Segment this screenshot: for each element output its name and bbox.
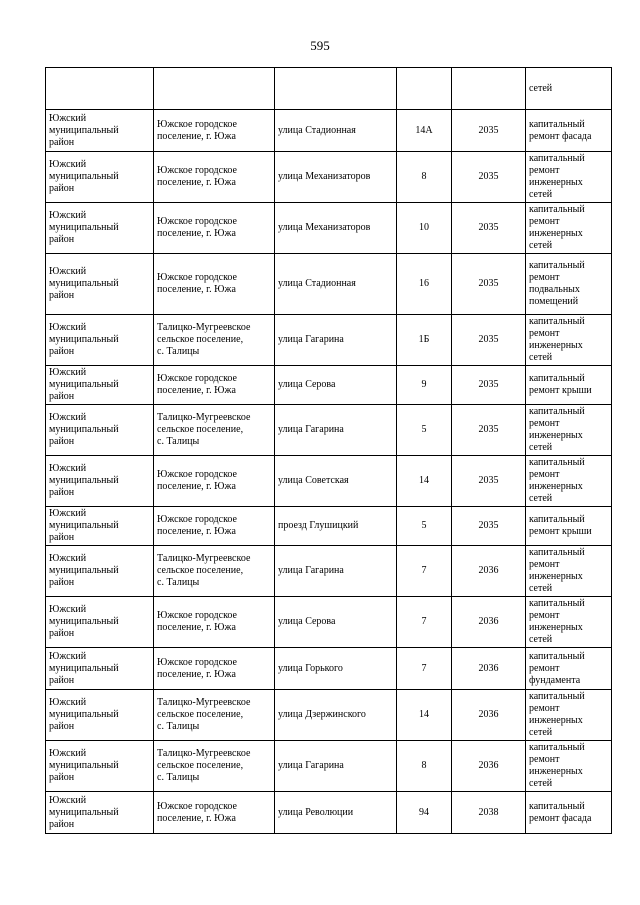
- settlement-cell: [154, 546, 275, 597]
- house-number-cell: [397, 203, 452, 254]
- table-body: [46, 68, 612, 834]
- district-cell-text: Южский муниципальный район: [49, 367, 119, 402]
- work-type-cell-text: капитальный ремонт крыши: [529, 373, 592, 396]
- year-cell: [452, 405, 526, 456]
- street-cell-text: улица Механизаторов: [278, 171, 371, 182]
- district-cell-text: Южский муниципальный район: [49, 604, 119, 639]
- district-cell-text: Южский муниципальный район: [49, 650, 119, 686]
- table-row: [46, 254, 612, 315]
- table-row: [46, 405, 612, 456]
- district-cell-text: Южский муниципальный район: [49, 266, 119, 301]
- district-cell: [46, 546, 154, 597]
- table-row: [46, 315, 612, 366]
- street-cell: [275, 597, 397, 648]
- settlement-cell: [154, 597, 275, 648]
- street-cell-text: проезд Глушицкий: [278, 520, 359, 531]
- street-cell: [275, 792, 397, 834]
- year-cell-text: 2035: [478, 424, 499, 435]
- work-type-cell: [526, 203, 612, 254]
- district-cell-text: Южский муниципальный район: [49, 412, 119, 447]
- street-cell-text: улица Серова: [278, 616, 336, 627]
- year-cell-text: 2035: [478, 124, 499, 136]
- district-cell: [46, 405, 154, 456]
- table-row: [46, 152, 612, 203]
- work-type-cell-text: капитальный ремонт инженерных сетей: [529, 547, 585, 594]
- work-type-cell-text: сетей: [529, 82, 553, 94]
- district-cell: [46, 110, 154, 152]
- table-row: [46, 110, 612, 152]
- street-cell: [275, 690, 397, 741]
- settlement-cell-text: Южское городское поселение, г. Южа: [157, 216, 237, 239]
- settlement-cell-text: Южское городское поселение, г. Южа: [157, 800, 237, 824]
- work-type-cell: [526, 315, 612, 366]
- year-cell-text: 2035: [478, 171, 499, 182]
- table-row: [46, 792, 612, 834]
- settlement-cell-text: Южское городское поселение, г. Южа: [157, 610, 237, 633]
- district-cell: [46, 597, 154, 648]
- work-type-cell-text: капитальный ремонт инженерных сетей: [529, 316, 585, 363]
- street-cell-text: улица Советская: [278, 475, 349, 486]
- house-number-cell: [397, 110, 452, 152]
- page-number: 595: [310, 38, 330, 53]
- street-cell-text: улица Гагарина: [278, 565, 344, 576]
- settlement-cell: [154, 366, 275, 405]
- street-cell: [275, 110, 397, 152]
- work-type-cell: [526, 68, 612, 110]
- settlement-cell-text: Южское городское поселение, г. Южа: [157, 514, 237, 537]
- work-type-cell: [526, 690, 612, 741]
- district-cell-text: Южский муниципальный район: [49, 463, 119, 498]
- street-cell-text: улица Серова: [278, 379, 336, 390]
- district-cell: [46, 507, 154, 546]
- year-cell: [452, 110, 526, 152]
- year-cell: [452, 648, 526, 690]
- work-type-cell-text: капитальный ремонт инженерных сетей: [529, 598, 585, 645]
- house-number-cell: [397, 648, 452, 690]
- house-number-cell: [397, 68, 452, 110]
- table-row: [46, 203, 612, 254]
- house-number-cell: [397, 792, 452, 834]
- table-row: [46, 68, 612, 110]
- settlement-cell-text: Талицко-Мугреевское сельское поселение, с. Талицы: [157, 322, 251, 357]
- settlement-cell: [154, 507, 275, 546]
- table-row: [46, 456, 612, 507]
- table-row: [46, 690, 612, 741]
- year-cell-text: 2036: [478, 616, 499, 627]
- district-cell: [46, 152, 154, 203]
- work-type-cell-text: капитальный ремонт инженерных сетей: [529, 153, 585, 200]
- district-cell-text: Южский муниципальный район: [49, 553, 119, 588]
- street-cell: [275, 405, 397, 456]
- street-cell: [275, 507, 397, 546]
- house-number-cell-text: 16: [419, 278, 429, 289]
- street-cell: [275, 254, 397, 315]
- district-cell: [46, 203, 154, 254]
- work-type-cell-text: капитальный ремонт инженерных сетей: [529, 204, 585, 251]
- district-cell-text: Южский муниципальный район: [49, 697, 119, 732]
- year-cell: [452, 741, 526, 792]
- street-cell: [275, 152, 397, 203]
- district-cell: [46, 456, 154, 507]
- settlement-cell: [154, 792, 275, 834]
- year-cell: [452, 546, 526, 597]
- district-cell: [46, 254, 154, 315]
- district-cell-text: Южский муниципальный район: [49, 322, 119, 357]
- year-cell: [452, 366, 526, 405]
- street-cell-text: улица Дзержинского: [278, 709, 366, 720]
- work-type-cell: [526, 648, 612, 690]
- street-cell: [275, 741, 397, 792]
- house-number-cell: [397, 152, 452, 203]
- settlement-cell: [154, 152, 275, 203]
- year-cell-text: 2036: [478, 662, 499, 674]
- settlement-cell-text: Талицко-Мугреевское сельское поселение, с. Талицы: [157, 697, 251, 732]
- work-type-cell-text: капитальный ремонт крыши: [529, 514, 592, 537]
- settlement-cell-text: Талицко-Мугреевское сельское поселение, с. Талицы: [157, 553, 251, 588]
- settlement-cell: [154, 68, 275, 110]
- house-number-cell-text: 1Б: [418, 334, 430, 345]
- house-number-cell-text: 8: [421, 171, 427, 182]
- street-cell: [275, 456, 397, 507]
- work-type-cell: [526, 366, 612, 405]
- district-cell: [46, 741, 154, 792]
- table-row: [46, 648, 612, 690]
- settlement-cell-text: Южское городское поселение, г. Южа: [157, 373, 237, 396]
- street-cell-text: улица Гагарина: [278, 334, 344, 345]
- street-cell: [275, 366, 397, 405]
- street-cell: [275, 546, 397, 597]
- year-cell: [452, 507, 526, 546]
- year-cell-text: 2035: [478, 379, 499, 390]
- street-cell-text: улица Гагарина: [278, 760, 344, 771]
- year-cell-text: 2035: [478, 278, 499, 289]
- district-cell-text: Южский муниципальный район: [49, 210, 119, 245]
- work-type-cell-text: капитальный ремонт инженерных сетей: [529, 406, 585, 453]
- house-number-cell-text: 5: [421, 520, 427, 531]
- year-cell-text: 2035: [478, 520, 499, 531]
- year-cell-text: 2035: [478, 334, 499, 345]
- year-cell: [452, 203, 526, 254]
- house-number-cell: [397, 690, 452, 741]
- work-type-cell-text: капитальный ремонт фундамента: [529, 650, 585, 686]
- street-cell-text: улица Гагарина: [278, 424, 344, 435]
- year-cell-text: 2036: [478, 760, 499, 771]
- house-number-cell: [397, 741, 452, 792]
- district-cell: [46, 366, 154, 405]
- house-number-cell: [397, 254, 452, 315]
- district-cell: [46, 68, 154, 110]
- work-type-cell: [526, 741, 612, 792]
- house-number-cell-text: 14А: [415, 124, 433, 136]
- table-row: [46, 366, 612, 405]
- work-type-cell: [526, 546, 612, 597]
- district-cell-text: Южский муниципальный район: [49, 159, 119, 194]
- work-type-cell: [526, 405, 612, 456]
- year-cell-text: 2036: [478, 709, 499, 720]
- house-number-cell: [397, 315, 452, 366]
- district-cell: [46, 792, 154, 834]
- street-cell-text: улица Стадионная: [278, 124, 356, 136]
- year-cell: [452, 690, 526, 741]
- settlement-cell: [154, 456, 275, 507]
- year-cell-text: 2036: [478, 565, 499, 576]
- work-type-cell-text: капитальный ремонт фасада: [529, 118, 592, 142]
- house-number-cell: [397, 597, 452, 648]
- street-cell: [275, 68, 397, 110]
- year-cell: [452, 254, 526, 315]
- settlement-cell-text: Талицко-Мугреевское сельское поселение, с. Талицы: [157, 748, 251, 783]
- settlement-cell: [154, 741, 275, 792]
- house-number-cell: [397, 456, 452, 507]
- work-type-cell: [526, 507, 612, 546]
- district-cell-text: Южский муниципальный район: [49, 748, 119, 783]
- house-number-cell-text: 7: [421, 565, 427, 576]
- year-cell: [452, 792, 526, 834]
- work-type-cell-text: капитальный ремонт фасада: [529, 800, 592, 824]
- year-cell: [452, 152, 526, 203]
- work-type-cell: [526, 254, 612, 315]
- year-cell-text: 2035: [478, 475, 499, 486]
- settlement-cell-text: Южское городское поселение, г. Южа: [157, 469, 237, 492]
- house-number-cell-text: 5: [421, 424, 427, 435]
- house-number-cell-text: 9: [421, 379, 427, 390]
- settlement-cell: [154, 690, 275, 741]
- district-cell-text: Южский муниципальный район: [49, 112, 119, 148]
- work-type-cell: [526, 792, 612, 834]
- settlement-cell-text: Южское городское поселение, г. Южа: [157, 118, 237, 142]
- work-type-cell: [526, 110, 612, 152]
- street-cell-text: улица Механизаторов: [278, 222, 371, 233]
- district-cell: [46, 648, 154, 690]
- house-number-cell: [397, 507, 452, 546]
- work-type-cell-text: капитальный ремонт инженерных сетей: [529, 691, 585, 738]
- settlement-cell: [154, 648, 275, 690]
- house-number-cell-text: 10: [419, 222, 429, 233]
- housing-repair-table: [45, 67, 612, 834]
- street-cell: [275, 203, 397, 254]
- settlement-cell-text: Южское городское поселение, г. Южа: [157, 272, 237, 295]
- district-cell: [46, 690, 154, 741]
- work-type-cell: [526, 456, 612, 507]
- house-number-cell: [397, 546, 452, 597]
- table-row: [46, 741, 612, 792]
- year-cell: [452, 597, 526, 648]
- settlement-cell-text: Талицко-Мугреевское сельское поселение, с. Талицы: [157, 412, 251, 447]
- settlement-cell: [154, 405, 275, 456]
- settlement-cell-text: Южское городское поселение, г. Южа: [157, 165, 237, 188]
- year-cell: [452, 456, 526, 507]
- settlement-cell: [154, 254, 275, 315]
- house-number-cell-text: 8: [421, 760, 427, 771]
- work-type-cell-text: капитальный ремонт инженерных сетей: [529, 457, 585, 504]
- street-cell: [275, 315, 397, 366]
- work-type-cell: [526, 152, 612, 203]
- table-row: [46, 507, 612, 546]
- district-cell-text: Южский муниципальный район: [49, 794, 119, 830]
- work-type-cell: [526, 597, 612, 648]
- year-cell: [452, 68, 526, 110]
- table-row: [46, 546, 612, 597]
- street-cell: [275, 648, 397, 690]
- street-cell-text: улица Стадионная: [278, 278, 356, 289]
- house-number-cell-text: 7: [421, 662, 427, 674]
- work-type-cell-text: капитальный ремонт подвальных помещений: [529, 260, 585, 307]
- house-number-cell-text: 14: [419, 709, 429, 720]
- year-cell-text: 2035: [478, 222, 499, 233]
- table-row: [46, 597, 612, 648]
- house-number-cell: [397, 366, 452, 405]
- settlement-cell: [154, 110, 275, 152]
- house-number-cell: [397, 405, 452, 456]
- work-type-cell-text: капитальный ремонт инженерных сетей: [529, 742, 585, 789]
- house-number-cell-text: 94: [419, 806, 429, 818]
- house-number-cell-text: 7: [421, 616, 427, 627]
- district-cell-text: Южский муниципальный район: [49, 508, 119, 543]
- settlement-cell: [154, 315, 275, 366]
- house-number-cell-text: 14: [419, 475, 429, 486]
- year-cell: [452, 315, 526, 366]
- settlement-cell: [154, 203, 275, 254]
- year-cell-text: 2038: [478, 806, 499, 818]
- street-cell-text: улица Революции: [278, 806, 354, 818]
- street-cell-text: улица Горького: [278, 662, 343, 674]
- settlement-cell-text: Южское городское поселение, г. Южа: [157, 656, 237, 680]
- district-cell: [46, 315, 154, 366]
